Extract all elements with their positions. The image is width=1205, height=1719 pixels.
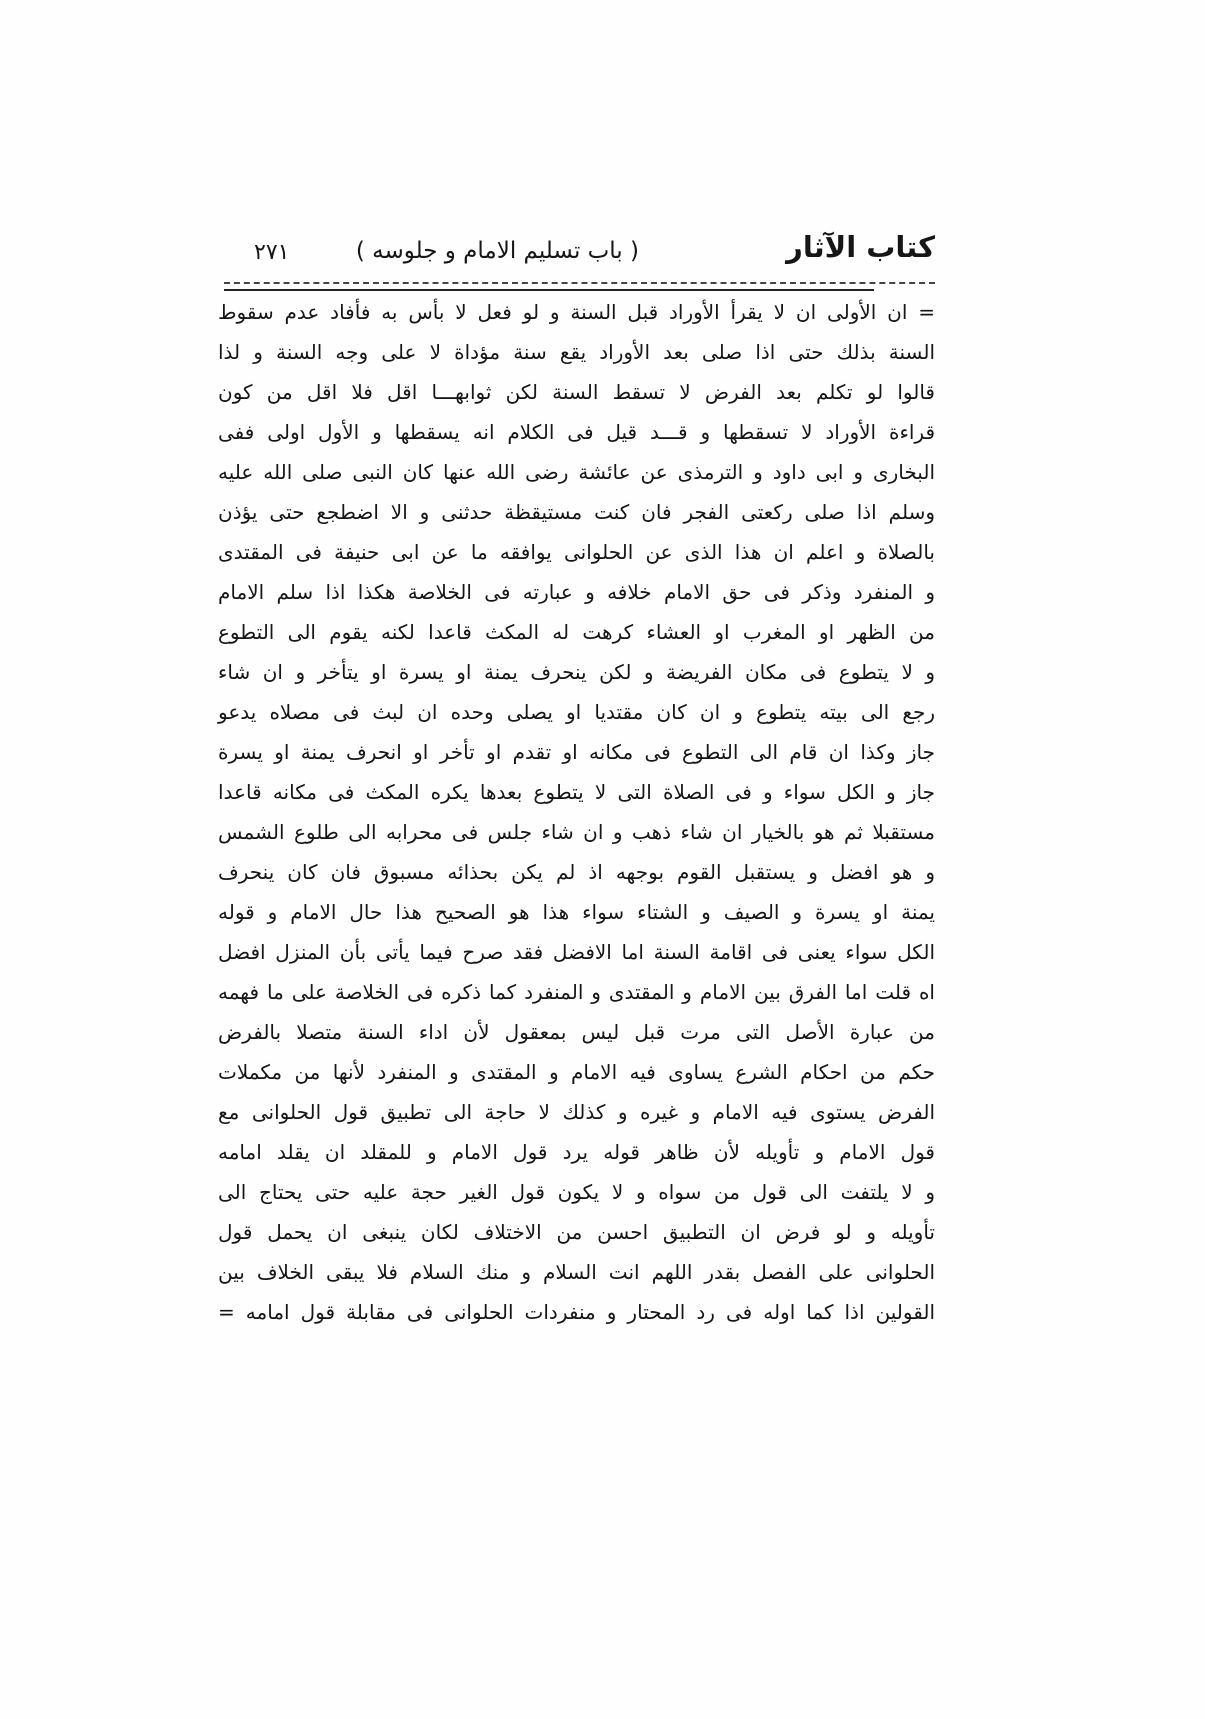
text-line: مستقبلا ثم هو بالخيار ان شاء ذهب و ان شاء جلس فى محرابه الى طلوع الشمس (218, 820, 935, 844)
text-line: قالوا لو تكلم بعد الفرض لا تسقط السنة لكن ثوابهـــا اقل فلا اقل من كون (218, 380, 935, 404)
book-title: كتاب الآثار (786, 230, 935, 264)
text-line: قول الامام و تأويله لأن ظاهر قوله يرد قول الامام و للمقلد ان يقلد امامه (218, 1140, 935, 1164)
text-line: جاز و الكل سواء و فى الصلاة التى لا يتطوع بعدها يكره المكث فى مكانه قاعدا (218, 780, 935, 804)
text-line: و لا يلتفت الى قول من سواه و لا يكون قول الغير حجة عليه حتى يحتاج الى (218, 1180, 935, 1204)
body-text (218, 292, 935, 1332)
header-rule-dashed (224, 282, 935, 284)
text-line: القولين اذا كما اوله فى رد المحتار و منفردات الحلوانى فى مقابلة قول امامه = (218, 1300, 935, 1324)
text-line: جاز وكذا ان قام الى التطوع فى مكانه او تقدم او تأخر او انحرف يمنة او يسرة (218, 740, 935, 764)
text-line: يمنة او يسرة و الصيف و الشتاء سواء هذا هو الصحيح هذا حال الامام و قوله (218, 900, 935, 924)
header-rule-solid (224, 289, 874, 291)
text-line: تأويله و لو فرض ان التطبيق احسن من الاختلاف لكان ينبغى ان يحمل قول (218, 1220, 935, 1244)
text-line: وسلم اذا صلى ركعتى الفجر فان كنت مستيقظة حدثنى و الا اضطجع حتى يؤذن (218, 500, 935, 524)
text-line: و المنفرد وذكر فى حق الامام خلافه و عبارته فى الخلاصة هكذا اذا سلم الامام (218, 580, 935, 604)
text-line: من عبارة الأصل التى مرت قبل ليس بمعقول لأن اداء السنة متصلا بالفرض (218, 1020, 935, 1044)
text-line: البخارى و ابى داود و الترمذى عن عائشة رضى الله عنها كان النبى صلى الله عليه (218, 460, 935, 484)
text-line: السنة بذلك حتى اذا صلى بعد الأوراد يقع سنة مؤداة لا على وجه السنة و لذا (218, 340, 935, 364)
text-line: الفرض يستوى فيه الامام و غيره و كذلك لا حاجة الى تطبيق قول الحلوانى مع (218, 1100, 935, 1124)
text-line: الحلوانى على الفصل بقدر اللهم انت السلام و منك السلام فلا يبقى الخلاف بين (218, 1260, 935, 1284)
text-line: اه قلت اما الفرق بين الامام و المقتدى و المنفرد كما ذكره فى الخلاصة على ما فهمه (218, 980, 935, 1004)
text-line: بالصلاة و اعلم ان هذا الذى عن الحلوانى يوافقه ما عن ابى حنيفة فى المقتدى (218, 540, 935, 564)
page-number: ٢٧١ (254, 240, 290, 265)
text-line: الكل سواء يعنى فى اقامة السنة اما الافضل فقد صرح فيما يأتى بأن المنزل افضل (218, 940, 935, 964)
text-line: من الظهر او المغرب او العشاء كرهت له المكث قاعدا لكنه يقوم الى التطوع (218, 620, 935, 644)
text-line: = ان الأولى ان لا يقرأ الأوراد قبل السنة و لو فعل لا بأس به فأفاد عدم سقوط (218, 300, 935, 324)
text-line: و هو افضل و يستقبل القوم بوجهه اذ لم يكن بحذائه مسبوق فان كان ينحرف (218, 860, 935, 884)
running-header (222, 226, 935, 278)
text-line: و لا يتطوع فى مكان الفريضة و لكن ينحرف يمنة او يسرة او يتأخر و ان شاء (218, 660, 935, 684)
text-line: قراءة الأوراد لا تسقطها و قـــد قيل فى الكلام انه يسقطها و الأول اولى ففى (218, 420, 935, 444)
text-line: رجع الى بيته يتطوع و ان كان مقتديا او يصلى وحده ان لبث فى مصلاه يدعو (218, 700, 935, 724)
text-line: حكم من احكام الشرع يساوى فيه الامام و المقتدى و المنفرد لأنها من مكملات (218, 1060, 935, 1084)
chapter-title: ( باب تسليم الامام و جلوسه ) (355, 238, 639, 264)
